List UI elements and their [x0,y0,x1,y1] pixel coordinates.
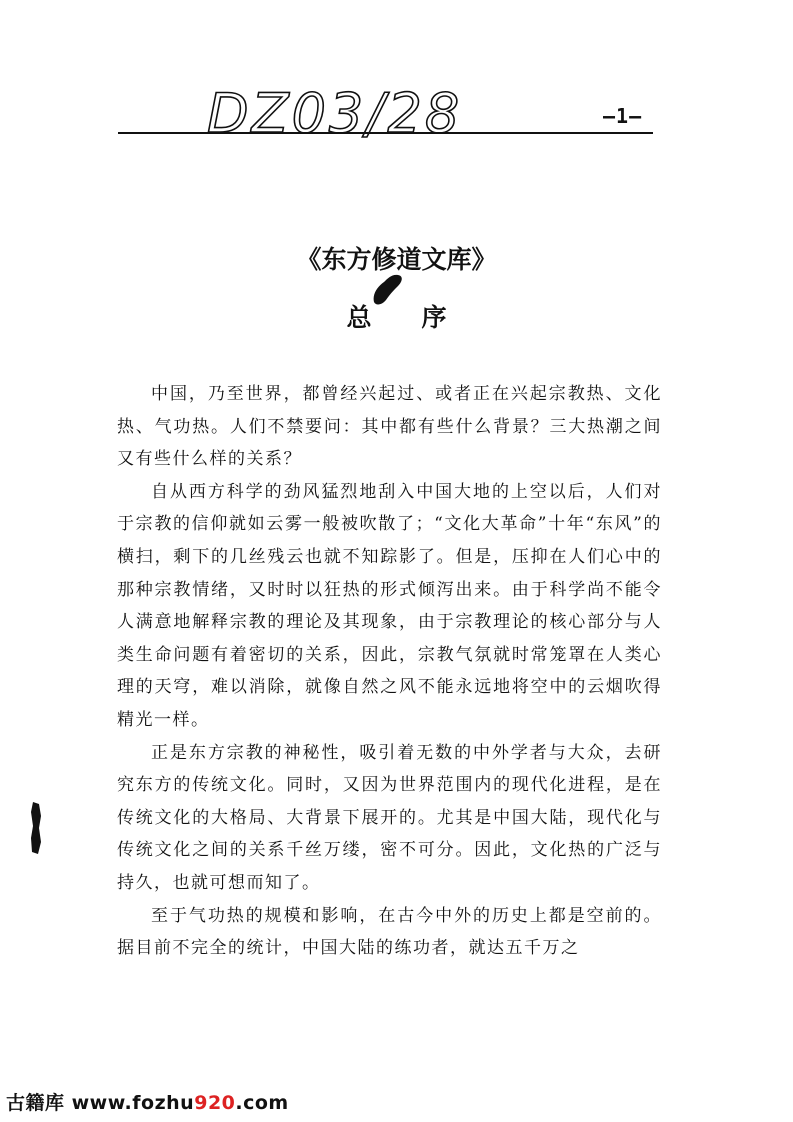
handwritten-code-text: DZ03/28 [207,82,463,145]
watermark-suffix: .com [235,1092,289,1114]
footer-watermark [6,1088,289,1115]
body-text [117,378,662,965]
watermark-number: 920 [194,1092,236,1114]
book-title: 《东方修道文库》 [296,245,497,274]
paragraph: 正是东方宗教的神秘性，吸引着无数的中外学者与大众，去研究东方的传统文化。同时，又因为世界范围内的现代化进程，是在传统文化的大格局、大背景下展开的。尤其是中国大陆，现代化与传统文化之间的关系千丝万缕，密不可分。因此，文化热的广泛与持久，也就可想而知了。 [117,742,662,893]
margin-scan-mark [29,802,43,854]
paragraph: 至于气功热的规模和影响，在古今中外的历史上都是空前的。据目前不完全的统计，中国大陆的练功者，就达五千万之 [117,905,662,959]
paragraph: 自从西方科学的劲风猛烈地刮入中国大地的上空以后，人们对于宗教的信仰就如云雾一般被吹散了；“文化大革命”十年“东风”的横扫，剩下的几丝残云也就不知踪影了。但是，压抑在人们心中的那种宗教情绪，又时时以狂热的形式倾泻出来。由于科学尚不能令人满意地解释宗教的理论及其现象，由于宗教理论的核心部分与人类生命问题有着密切的关系，因此，宗教气氛就时常笼罩在人类心理的天穹，难以消除，就像自然之风不能永远地将空中的云烟吹得精光一样。 [117,481,662,730]
section-title: 总序 [346,303,497,332]
page-number: —1— [603,104,643,128]
watermark-prefix: 古籍库 www.fozhu [6,1092,195,1114]
header-rule [118,132,653,134]
paragraph: 中国，乃至世界，都曾经兴起过、或者正在兴起宗教热、文化热、气功热。人们不禁要问：其中都有些什么背景？三大热潮之间又有些什么样的关系？ [117,384,662,470]
